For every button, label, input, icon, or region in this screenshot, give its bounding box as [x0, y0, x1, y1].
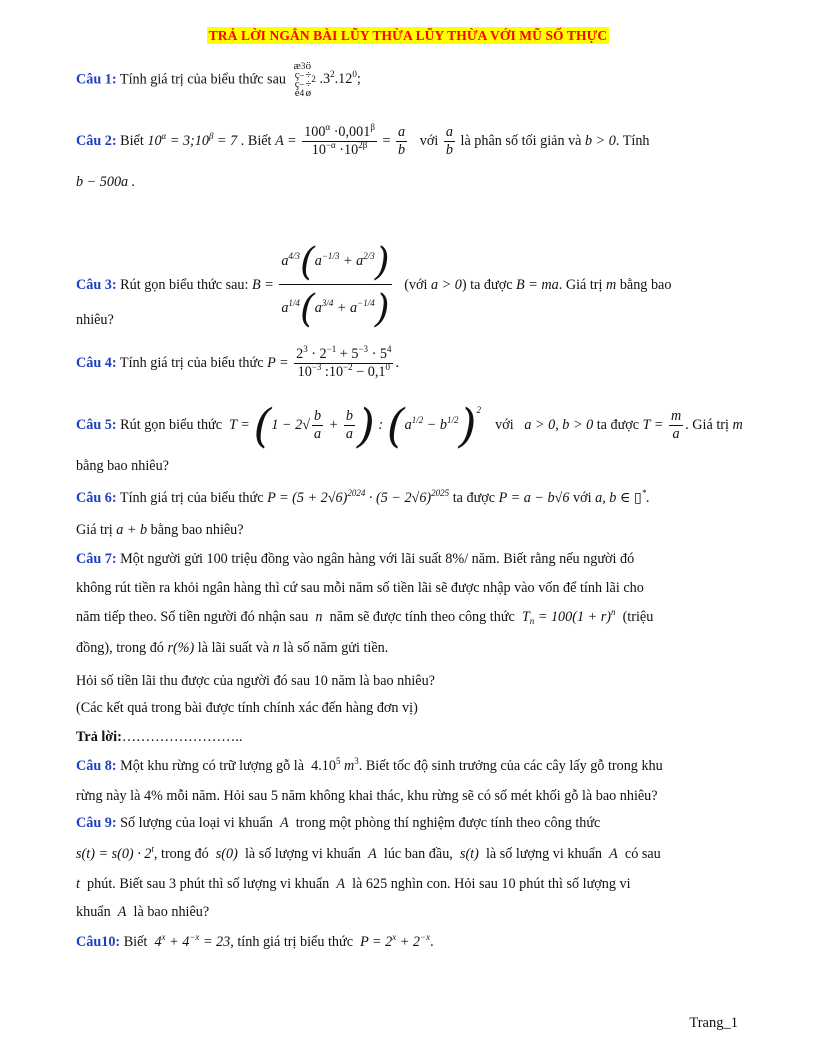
question-5: [76, 398, 743, 453]
question-10-given: $4^x + 4^{-x} = 23$: [150, 932, 231, 950]
question-8-volume: 4.10$^5$ $m^3$: [307, 756, 359, 774]
question-2-fraction-ab-2: $\frac{a}{b}$: [445, 124, 453, 158]
question-8-label: Câu 8:: [76, 758, 117, 774]
question-9-line-2-c: lúc ban đầu,: [383, 846, 453, 862]
question-7-n2: n: [272, 640, 280, 656]
question-2-fraction: $\frac{100^\alpha \cdot 0,001^\beta}{10^{-\alpha} \cdot 10^{2\beta}}$: [304, 122, 375, 158]
question-9-A4: A: [332, 876, 349, 892]
question-9-A5: A: [114, 904, 130, 920]
question-2-line-2: b − 500a .: [76, 174, 136, 190]
question-7-label: Câu 7:: [76, 551, 117, 567]
question-9-line-4: [76, 904, 209, 921]
question-3-result: B = ma: [516, 276, 559, 293]
question-9-line-4-a: khuẩn: [76, 904, 111, 920]
question-4-fraction: $\frac{2^3 \cdot 2^{-1} + 5^{-3} \cdot 5^4}{10^{-3} :10^{-2} - 0,1^0}$: [296, 344, 392, 380]
question-6-label: Câu 6:: [76, 490, 117, 506]
question-7-line-3: [76, 609, 653, 626]
question-3-text-c: ) ta được: [461, 276, 513, 293]
question-6-line-2-a: Giá trị: [76, 522, 113, 538]
question-5-line-2: bằng bao nhiêu?: [76, 458, 169, 474]
question-9-label: Câu 9:: [76, 815, 117, 831]
question-2-text-d: là phân số tối giản và: [460, 132, 582, 149]
question-4-label: Câu 4:: [76, 354, 117, 371]
question-3-fraction: $\frac{a^{4/3}(a^{-1/3} + a^{2/3})}{a^{1/4}(a^{3/4} + a^{-1/4})}$: [281, 239, 390, 331]
question-3-condition: a > 0: [431, 276, 462, 293]
question-9-A: A: [276, 815, 293, 831]
question-8-line-1-a: Một khu rừng có trữ lượng gỗ là: [120, 758, 305, 774]
question-2: Câu 2: Biết $10^\alpha$ = $3;10^\beta = 7$ . Biết A = $\frac{100^\alpha \cdot 0,001^\beta}{10^{-\alpha} \cdot 10^{2\beta}}$ = $\frac{a}{b}$ với $\frac{a}{b}$ là phân số tối giản và b > 0. Tính: [76, 122, 650, 158]
question-9-line-3: [76, 876, 631, 893]
question-7-line-3-c: (triệu: [622, 609, 654, 625]
question-6-text-b: ta được: [452, 490, 496, 506]
question-7-line-6: (Các kết quả trong bài được tính chính xác đến hàng đơn vị): [76, 700, 418, 716]
question-9-t: t: [76, 876, 84, 892]
question-2-fraction-ab: $\frac{a}{b}$: [398, 124, 406, 158]
question-8-line-2: rừng này là 4% mỗi năm. Hỏi sau 5 năm không khai thác, khu rừng sẽ có số mét khối gỗ là bao nhiêu?: [76, 788, 658, 804]
question-6-formula: $P = (5 + 2√6)^{2024} \cdot (5 - 2√6)^{2025}$: [267, 488, 450, 506]
question-9-line-3-b: là 625 nghìn con. Hỏi sau 10 phút thì số lượng vi: [352, 876, 631, 892]
question-4: Câu 4: Tính giá trị của biểu thức P = $\frac{2^3 \cdot 2^{-1} + 5^{-3} \cdot 5^4}{10^{-3} :10^{-2} - 0,1^0}$ .: [76, 344, 399, 380]
question-1-label: Câu 1:: [76, 71, 117, 88]
question-7-line-1: Một người gửi 100 triệu đồng vào ngân hàng với lãi suất 8%/ năm. Biết rằng nếu người đó: [120, 551, 635, 567]
question-7: [76, 551, 634, 568]
document-title: [0, 28, 816, 45]
question-3: [76, 240, 671, 331]
question-9-line-2-b: là số lượng vi khuẩn: [244, 846, 362, 862]
question-9-line-1: Số lượng của loại vi khuẩn: [120, 815, 273, 831]
question-6-result: P = a − b√6: [498, 490, 570, 506]
question-1: [76, 62, 361, 98]
question-7-formula: $T_n = 100(1 + r)^n$: [518, 607, 616, 626]
question-9-s0: s(0): [212, 846, 242, 862]
question-3-m: m: [606, 276, 617, 293]
question-10-text-a: Biết: [123, 934, 148, 950]
question-5-text-c: ta được: [596, 416, 640, 433]
question-2-text-c: với: [419, 132, 439, 149]
question-10-label: Câu10:: [76, 934, 121, 950]
answer-dots: ……………………..: [121, 729, 243, 745]
question-3-text-e: bằng bao: [619, 276, 672, 293]
question-6-line-2-b: bằng bao nhiêu?: [150, 522, 244, 538]
answer-label: Trả lời:: [76, 729, 122, 745]
question-3-text-b: (với: [404, 276, 428, 293]
page-footer: Trang_1: [689, 1015, 738, 1031]
question-1-text: Tính giá trị của biểu thức sau: [119, 71, 286, 88]
question-9-line-4-b: là bao nhiêu?: [133, 904, 210, 920]
question-7-line-4-c: là số năm gửi tiền.: [283, 640, 389, 656]
question-9-line-2-d: là số lượng vi khuẩn: [485, 846, 603, 862]
question-2-text-e: . Tính: [615, 132, 650, 149]
question-5-text-a: Rút gọn biểu thức: [120, 416, 223, 433]
question-6-text-c: với: [573, 490, 592, 506]
question-6: [76, 490, 650, 507]
question-7-line-3-a: năm tiếp theo. Số tiền người đó nhận sau: [76, 609, 309, 625]
question-9-line-2-e: có sau: [624, 846, 661, 862]
question-5-m: m: [732, 416, 743, 433]
question-2-condition: b > 0: [585, 132, 616, 149]
question-9-line-1-b: trong một phòng thí nghiệm được tính theo công thức: [295, 815, 601, 831]
question-3-text-d: . Giá trị: [558, 276, 603, 293]
question-2-text-b: . Biết: [240, 132, 272, 149]
question-3-text-a: Rút gọn biểu thức sau:: [120, 276, 249, 293]
question-1-formula-tail: $.3^2.12^0$;: [319, 69, 361, 88]
question-1-matrix-expression: æ3 ç– ç– è4ö ÷ ÷ $ø^2$: [293, 60, 316, 99]
question-4-P: P =: [267, 354, 289, 371]
question-7-line-4: [76, 640, 388, 657]
question-3-line-2: nhiêu?: [76, 312, 114, 328]
question-7-answer: [76, 729, 242, 746]
question-7-line-4-a: đồng), trong đó: [76, 640, 164, 656]
question-5-text-d: . Giá trị: [685, 416, 729, 433]
question-3-B: B =: [251, 276, 274, 293]
question-6-condition: a, b ∈ ▯*.: [595, 488, 650, 506]
question-9-st: s(t): [456, 846, 483, 862]
question-2-text-a: Biết: [120, 132, 144, 149]
title-text: TRẢ LỜI NGẮN BÀI LŨY THỪA LŨY THỪA VỚI MŨ SỐ THỰC: [208, 28, 608, 43]
question-7-n: n: [311, 609, 327, 625]
question-5-condition: a > 0, b > 0: [524, 416, 594, 433]
question-7-r: r(%): [167, 640, 195, 656]
question-10-P: $P = 2^x + 2^{-x}$: [356, 932, 431, 950]
question-7-line-3-b: năm sẽ được tính theo công thức: [329, 609, 515, 625]
question-2-given: $10^\alpha$ = $3;10^\beta = 7$: [147, 130, 238, 149]
question-8-line-1-b: . Biết tốc độ sinh trưởng của các cây lấy gỗ trong khu: [358, 758, 663, 774]
question-9-formula: $s(t) = s(0) \cdot 2^t$: [76, 844, 154, 862]
question-7-line-5: Hỏi số tiền lãi thu được của người đó sau 10 năm là bao nhiêu?: [76, 673, 435, 689]
question-2-expression-A: A =: [275, 132, 297, 149]
question-9: [76, 815, 600, 832]
question-8: [76, 758, 663, 775]
question-10-text-b: , tính giá trị biểu thức: [230, 934, 353, 950]
question-6-line-2: [76, 522, 244, 539]
question-9-line-3-a: phút. Biết sau 3 phút thì số lượng vi khuẩn: [87, 876, 330, 892]
question-7-line-4-b: là lãi suất và: [197, 640, 270, 656]
question-10: Câu10: Biết $4^x + 4^{-x} = 23$, tính giá trị biểu thức $P = 2^x + 2^{-x}$.: [76, 932, 434, 950]
question-6-text-a: Tính giá trị của biểu thức: [119, 490, 264, 506]
question-3-label: Câu 3:: [76, 276, 117, 293]
question-5-label: Câu 5:: [76, 416, 117, 433]
question-5-result: T = $\frac{m}{a}$: [642, 408, 682, 442]
question-6-sum: a + b: [116, 522, 148, 538]
question-4-text: Tính giá trị của biểu thức: [119, 354, 264, 371]
question-5-text-b: với: [495, 416, 514, 433]
question-9-A2: A: [364, 846, 381, 862]
question-9-line-2: [76, 846, 661, 863]
question-9-A3: A: [605, 846, 622, 862]
question-5-formula: T = (1 − 2√ $\frac{b}{a}$ + $\frac{b}{a}$ ) : $(a^{1/2} - b^{1/2})^2$: [225, 398, 481, 453]
question-2-label: Câu 2:: [76, 132, 117, 149]
question-7-line-2: không rút tiền ra khỏi ngân hàng thì cứ sau mỗi năm số tiền lãi sẽ được nhập vào vốn để tính lãi cho: [76, 580, 644, 596]
question-9-line-2-a: , trong đó: [153, 846, 209, 862]
